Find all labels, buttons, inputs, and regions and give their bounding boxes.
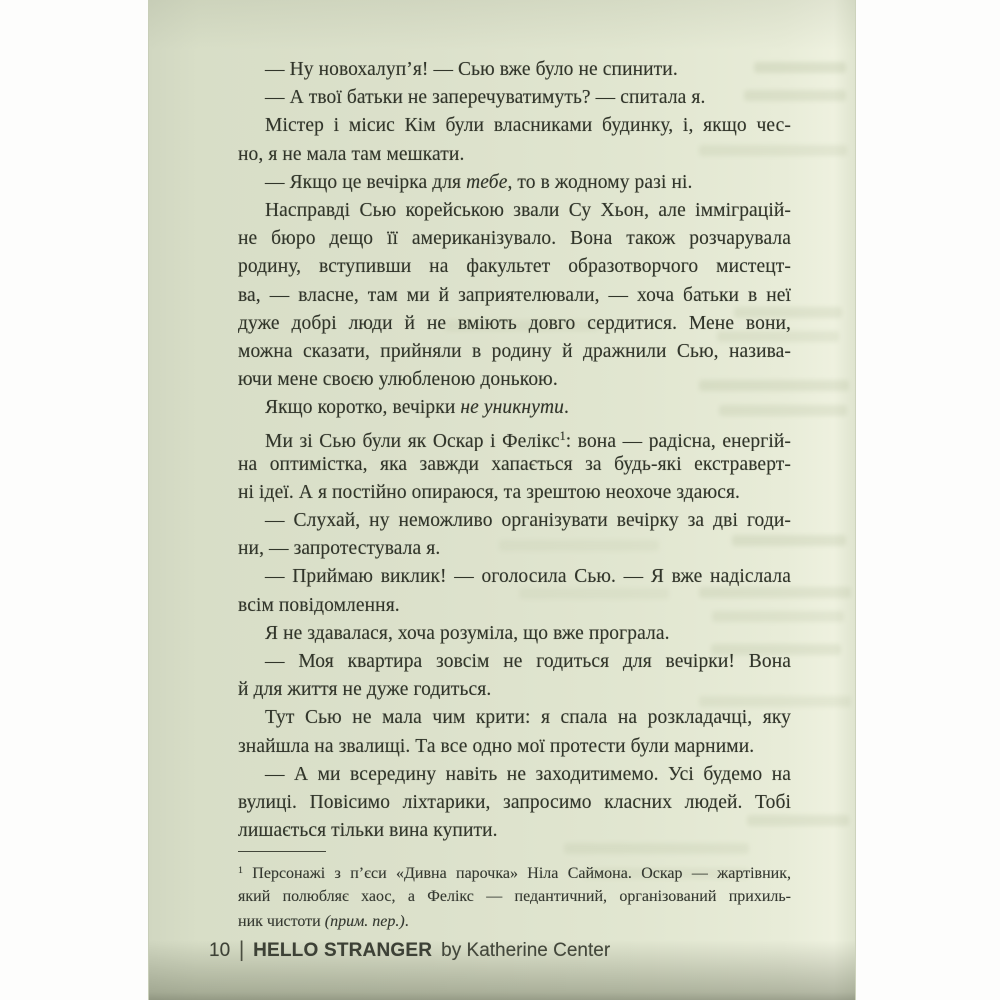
text-line: дуже добрі люди й не вміють довго сердитися. Мене вони, — [238, 312, 791, 334]
text-line: — Слухай, ну неможливо організувати вечірку за дві годи- — [265, 510, 791, 531]
footnote — [238, 858, 791, 935]
text-line: — А ми всередину навіть не заходитимемо. Усі будемо на — [265, 763, 791, 785]
text-line: вулиці. Повісимо ліхтарики, запросимо класних людей. Тобі — [238, 791, 791, 813]
page-footer — [209, 940, 610, 962]
text-line: ни, — запротестувала я. — [238, 538, 441, 560]
text-line: — Моя квартира зовсім не годиться для вечірки! Вона — [265, 650, 791, 672]
book-title: HELLO STRANGER — [253, 940, 433, 961]
text-line: Ми зі Сью були як Оскар і Фелікс$^1$: вона — радісна, енергій- — [265, 429, 791, 451]
text-line: який полюбляє хаос, а Фелікс — педантичний, організований прихиль- — [238, 887, 791, 905]
text-line: Якщо коротко, вечірки не уникнути. — [265, 397, 569, 419]
footnote-rule — [238, 851, 326, 852]
text-line: лишається тільки вина купити. — [238, 820, 498, 842]
text-line: — А твої батьки не заперечуватимуть? — спитала я. — [265, 87, 706, 109]
text-line: — Приймаю виклик! — оголосила Сью. — Я вже надіслала — [265, 566, 791, 588]
text-line: но, я не мала там мешкати. — [238, 143, 465, 165]
text-line: ні ідеї. А я постійно опираюся, та зрештою неохоче здаюся. — [238, 481, 741, 503]
text-line: Я не здавалася, хоча розуміла, що вже програла. — [265, 622, 670, 644]
page-number: 10 — [209, 940, 231, 961]
text-line: ник чистоти (прим. пер.). — [238, 913, 409, 930]
text-line: ва, — власне, там ми й заприятелювали, — хоча батьки в неї — [238, 284, 791, 306]
text-line: не бюро дещо її американізувало. Вона також розчарувала — [238, 228, 791, 250]
text-line: Містер і місис Кім були власниками будинку, і, якщо чес- — [265, 115, 791, 137]
text-line: всім повідомлення. — [238, 594, 400, 616]
text-line: й для життя не дуже годиться. — [238, 679, 492, 701]
text-line: можна сказати, прийняли в родину й дражнили Сью, назива- — [238, 340, 791, 362]
text-line: родину, вступивши на факультет образотворчого мистецт- — [238, 256, 791, 278]
book-page — [148, 0, 856, 1000]
text-line: знайшла на звалищі. Та все одно мої протести були марними. — [238, 735, 755, 757]
footer-separator: | — [239, 938, 245, 963]
text-line: Тут Сью не мала чим крити: я спала на розкладачці, яку — [265, 707, 791, 729]
text-line: Насправді Сью корейською звали Су Хьон, але імміграцій- — [265, 199, 791, 221]
text-line: $^1$ Персонажі з п’єси «Дивна парочка» Ніла Саймона. Оскар — жартівник, — [238, 865, 791, 882]
body-text — [238, 56, 791, 845]
text-line: — Якщо це вечірка для тебе, то в жодному разі ні. — [265, 171, 693, 193]
book-byline: by Katherine Center — [441, 940, 611, 961]
text-line: на оптимістка, яка завжди хапається за будь-які екстраверт- — [238, 453, 791, 475]
text-line: ючи мене своєю улюбленою донькою. — [238, 369, 558, 391]
text-line: — Ну новохалуп’я! — Сью вже було не спинити. — [265, 59, 678, 80]
